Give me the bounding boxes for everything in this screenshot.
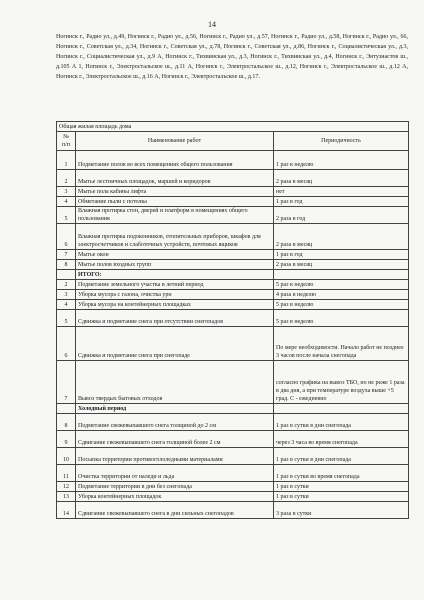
cell-num: 4 [57, 197, 76, 207]
cell-name: Подметание земельного участка в летний период [76, 280, 274, 290]
cell-period: 2 раза в месяц [274, 170, 409, 187]
table-row [57, 465, 409, 482]
cell-num: 2 [57, 170, 76, 187]
table-row [57, 404, 409, 414]
table-row [57, 361, 409, 404]
table-title: Общая жилая площадь дома [57, 122, 409, 132]
cell-period: 2 раза в год [274, 207, 409, 224]
cell-name: Влажная протирка подоконников, отопительных приборов, шкафов для электросчетчиков и слаботочных устройств, почтовых ящиков [76, 224, 274, 250]
cell-name: Посыпка территории противогололедными материалами [76, 448, 274, 465]
table-row [57, 290, 409, 300]
table-row [57, 492, 409, 502]
cell-num: 3 [57, 290, 76, 300]
cell-num: 5 [57, 310, 76, 327]
cell-period: 2 раза в месяц [274, 224, 409, 250]
cell-period: 1 раз в сутки в дни снегопада [274, 414, 409, 431]
cell-num: 1 [57, 151, 76, 170]
table-row [57, 250, 409, 260]
cell-period: 2 раза в месяц [274, 260, 409, 270]
cell-name: Подметание свежевыпавшего снега толщиной до 2 см [76, 414, 274, 431]
table-row [57, 151, 409, 170]
table-row [57, 448, 409, 465]
cell-name: Мытье окон [76, 250, 274, 260]
cell-period [274, 404, 409, 414]
cell-period: По мере необходимости. Начало работ не позднее 3 часов после начала снегопада [274, 327, 409, 361]
cell-period: 1 раз в сутки во время снегопада [274, 465, 409, 482]
cell-name: Мытье полов входных групп [76, 260, 274, 270]
cell-num: 13 [57, 492, 76, 502]
address-list-paragraph: Ногинск г., Радио ул., д.49, Ногинск г., Радио ул., д.56, Ногинск г., Радио ул., д.57, Ногинск г., Радио ул., д.58, Ногинск г., Радио ул., 66, Ногинск г., Советская ул., д.34, Ногинск г., Советская ул., д.78, Ногинск г., Советская ул., д.86, Ногинск г., Социалистическая ул., д.3, Ногинск г., Социалистическая ул., д.9 А, Ногинск г., Тихвинская ул., д.3, Ногинск г., Тихвинская ул., д.4, Ногинск г., Энтузиастов ш., д.105 А 1, Ногинск г., Электростальское ш., д.11 А, Ногинск г., Электростальское ш., д.12, Ногинск г., Электростальское ш., д.12 А, Ногинск г., Электростальское ш., д.16 А, Ногинск г., Электростальское ш., д.17. [56, 34, 408, 80]
table-row [57, 502, 409, 519]
table-row [57, 170, 409, 187]
cell-num: 5 [57, 207, 76, 224]
cell-name: Уборка контейнерных площадок [76, 492, 274, 502]
cell-name: Мытье пола кабины лифта [76, 187, 274, 197]
cell-num: 4 [57, 300, 76, 310]
cell-name: Мытье лестничных площадок, маршей и коридоров [76, 170, 274, 187]
works-table [56, 121, 409, 519]
table-row [57, 300, 409, 310]
table-title-row [57, 122, 409, 132]
header-name: Наименование работ [76, 132, 274, 151]
cell-name: Подметание территории в дни без снегопада [76, 482, 274, 492]
header-period: Периодичность [274, 132, 409, 151]
cell-name: Очистка территории от наледи и льда [76, 465, 274, 482]
cell-period: согласно графика на вывоз ТБО, но не реже 1 раза в два дня, а при температуре воздуха выше +5 град. С - ежедневно [274, 361, 409, 404]
table-row [57, 187, 409, 197]
cell-period: 1 раз в сутки в дни снегопада [274, 448, 409, 465]
cell-name: Сдвижка и подметание снега при снегопаде [76, 327, 274, 361]
cell-num: 10 [57, 448, 76, 465]
cell-num [57, 404, 76, 414]
cell-period: 1 раз в год [274, 197, 409, 207]
cell-num: 14 [57, 502, 76, 519]
cell-num: 12 [57, 482, 76, 492]
cell-name: Холодный период [76, 404, 274, 414]
table-row [57, 197, 409, 207]
cell-num [57, 270, 76, 280]
table-row [57, 260, 409, 270]
table-row [57, 327, 409, 361]
table-row [57, 431, 409, 448]
cell-period: 5 раз в неделю [274, 280, 409, 290]
cell-num: 2 [57, 280, 76, 290]
cell-num: 3 [57, 187, 76, 197]
cell-name: Уборка мусора с газона, очистка урн [76, 290, 274, 300]
cell-name: Вывоз твердых бытовых отходов [76, 361, 274, 404]
cell-period: через 3 часа во время снегопада [274, 431, 409, 448]
cell-name: Сдвижка и подметание снега при отсутствии снегопадов [76, 310, 274, 327]
header-num: № п/п [57, 132, 76, 151]
table-row [57, 310, 409, 327]
cell-period: 1 раз в сутки [274, 482, 409, 492]
cell-num: 8 [57, 414, 76, 431]
cell-num: 6 [57, 327, 76, 361]
cell-period [274, 270, 409, 280]
cell-period: 1 раз в неделю [274, 151, 409, 170]
table-row [57, 270, 409, 280]
cell-period: 4 раза в неделю [274, 290, 409, 300]
cell-num: 11 [57, 465, 76, 482]
cell-period: 3 раза в сутки [274, 502, 409, 519]
cell-name: Обметание пыли с потолка [76, 197, 274, 207]
cell-period: 1 раз в год [274, 250, 409, 260]
table-row [57, 482, 409, 492]
cell-name: Подметание полов во всех помещениях общего пользования [76, 151, 274, 170]
cell-num: 9 [57, 431, 76, 448]
cell-period: 5 раз в неделю [274, 310, 409, 327]
cell-period: нет [274, 187, 409, 197]
page-number: 14 [208, 20, 216, 29]
cell-name: Влажная протирка стен, дверей и платформ в помещениях общего пользования [76, 207, 274, 224]
cell-num: 7 [57, 250, 76, 260]
cell-name: Сдвигание свежевыпавшего снега толщиной более 2 см [76, 431, 274, 448]
cell-num: 7 [57, 361, 76, 404]
cell-period: 5 раз в неделю [274, 300, 409, 310]
cell-name: ИТОГО: [76, 270, 274, 280]
cell-name: Уборка мусора на контейнерных площадках [76, 300, 274, 310]
table-row [57, 207, 409, 224]
table-row [57, 280, 409, 290]
cell-period: 1 раз в сутки [274, 492, 409, 502]
table-row [57, 414, 409, 431]
table-row [57, 224, 409, 250]
cell-num: 6 [57, 224, 76, 250]
cell-name: Сдвигание свежевыпавшего снега в дни сильных снегопадов [76, 502, 274, 519]
table-header-row [57, 132, 409, 151]
cell-num: 8 [57, 260, 76, 270]
